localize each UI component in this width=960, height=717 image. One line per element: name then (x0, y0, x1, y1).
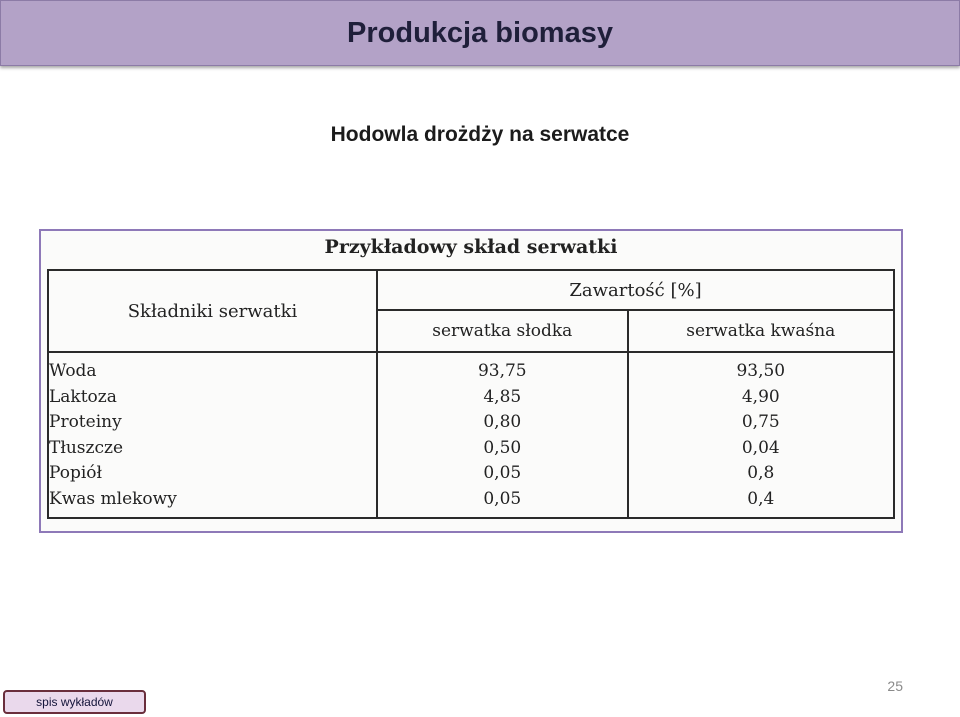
components-column (48, 352, 377, 518)
acid-value: 0,75 (741, 412, 780, 432)
sweet-value: 0,80 (483, 412, 522, 432)
title-bar (0, 0, 960, 66)
header-sweet-whey: serwatka słodka (377, 310, 628, 352)
acid-value: 4,90 (741, 386, 780, 407)
acid-whey-column (628, 352, 894, 518)
slide-title: Produkcja biomasy (347, 16, 613, 49)
sweet-value: 93,75 (477, 361, 527, 381)
acid-value: 0,04 (741, 437, 780, 458)
whey-composition-table (47, 269, 895, 519)
sweet-value: 0,50 (483, 437, 522, 458)
sweet-value: 0,05 (483, 463, 522, 483)
component-name: Proteiny (49, 412, 122, 432)
component-name: Woda (49, 361, 97, 381)
component-name: Laktoza (49, 386, 117, 407)
table-caption: Przykładowy skład serwatki (324, 236, 618, 258)
acid-value: 0,4 (747, 488, 775, 509)
component-name: Tłuszcze (49, 437, 124, 458)
sweet-whey-column (377, 352, 628, 518)
header-acid-whey: serwatka kwaśna (628, 310, 894, 352)
acid-value: 0,8 (747, 463, 775, 483)
sweet-value: 0,05 (483, 488, 522, 509)
header-components: Składniki serwatki (48, 270, 377, 352)
component-name: Kwas mlekowy (49, 488, 177, 509)
scanned-table-image (39, 229, 903, 533)
acid-value: 93,50 (736, 361, 786, 381)
slide-subtitle: Hodowla drożdży na serwatce (330, 123, 630, 146)
slide-number: 25 (887, 678, 903, 694)
sweet-value: 4,85 (483, 386, 522, 407)
lecture-list-button[interactable]: spis wykładów (3, 690, 146, 714)
header-content: Zawartość [%] (377, 270, 894, 310)
component-name: Popiół (49, 463, 103, 483)
